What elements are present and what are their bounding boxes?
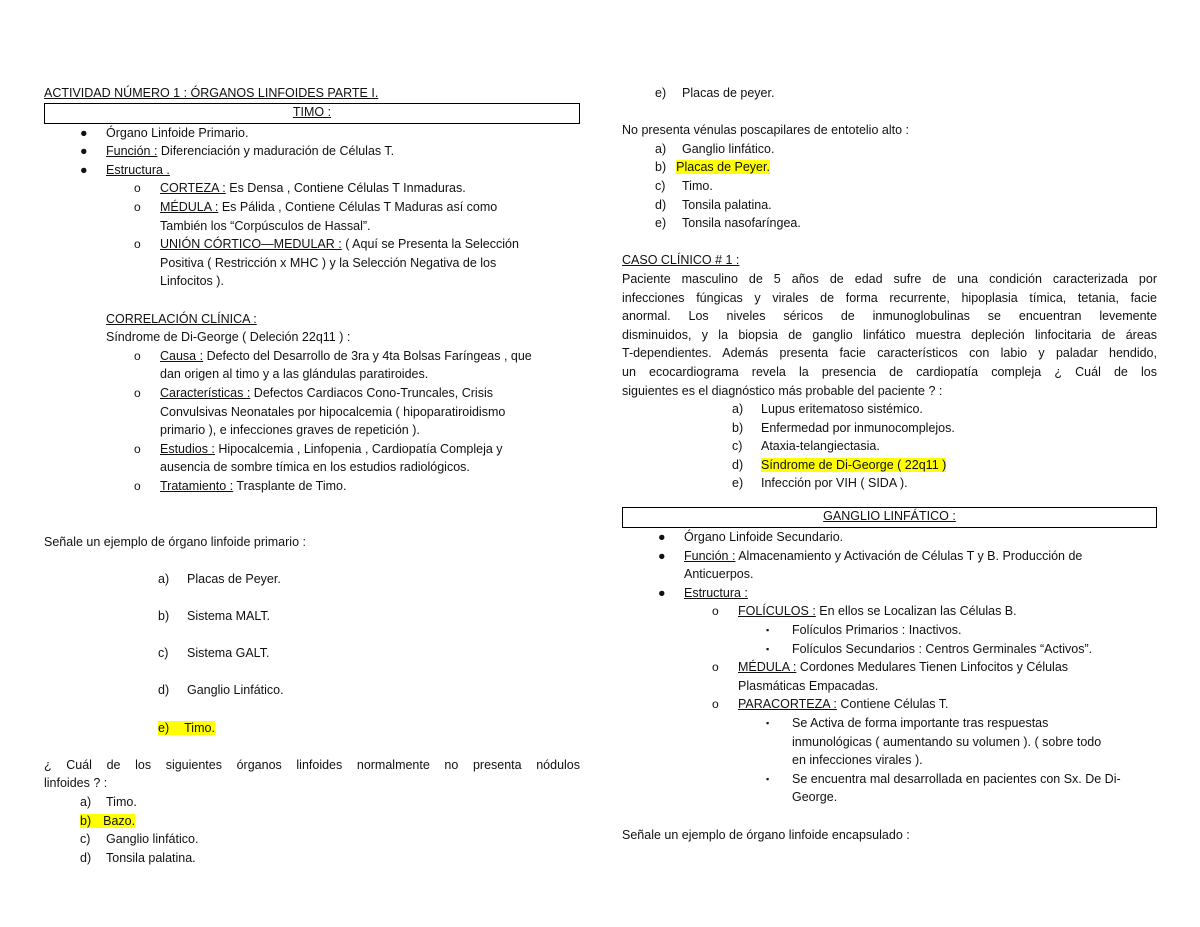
square-bullet-icon: ▪ — [766, 625, 770, 636]
case-text-2: infecciones fúngicas y virales de forma recurrente, hipoplasia tímica, tetania, facie — [622, 290, 1157, 305]
activity-title: ACTIVIDAD NÚMERO 1 : ÓRGANOS LINFOIDES PARTE I. — [44, 86, 379, 100]
medula-ganglio-cont: Plasmáticas Empacadas. — [738, 678, 879, 693]
square-bullet-icon: ▪ — [766, 643, 770, 654]
circle-bullet-icon: o — [712, 604, 719, 619]
ganglio-bullet-3: ● Estructura : — [622, 584, 1157, 603]
foliculos-item: o FOLÍCULOS : En ellos se Localizan las Células B. — [622, 602, 1157, 621]
circle-bullet-icon: o — [134, 478, 141, 493]
square-bullet-icon: ▪ — [766, 718, 770, 728]
q3-option-e: e) Tonsila nasofaríngea. — [655, 216, 801, 231]
bullet-dot-icon: ● — [80, 162, 88, 177]
corteza-item: o CORTEZA : Es Densa , Contiene Células T Inmaduras. — [44, 179, 580, 198]
bullet-dot-icon: ● — [80, 125, 88, 140]
causa-item: o Causa : Defecto del Desarrollo de 3ra y 4ta Bolsas Faríngeas , que — [44, 347, 580, 366]
circle-bullet-icon: o — [134, 348, 141, 363]
circle-bullet-icon: o — [134, 181, 141, 196]
q2-option-b — [44, 812, 580, 831]
case-text-3: anormal. Los niveles séricos de inmunoglobulinas se encuentran levemente — [622, 309, 1157, 324]
caracteristicas-item: o Características : Defectos Cardiacos Cono-Truncales, Crisis — [44, 384, 580, 403]
circle-bullet-icon: o — [712, 660, 719, 675]
q1-option-e — [44, 719, 580, 738]
tratamiento-item: o Tratamiento : Trasplante de Timo. — [44, 477, 580, 496]
question-3: No presenta vénulas poscapilares de entotelio alto : — [622, 123, 909, 138]
circle-bullet-icon: o — [712, 697, 719, 712]
q3-option-c: c) Timo. — [655, 178, 713, 193]
q2-option-a: a) Timo. — [80, 794, 137, 809]
estudios-item: o Estudios : Hipocalcemia , Linfopenia , Cardiopatía Compleja y — [44, 440, 580, 459]
case-option-d: d) Síndrome de Di-George ( 22q11 ) — [732, 457, 947, 472]
foliculos-sub-2: ▪ Folículos Secundarios : Centros Germinales “Activos”. — [622, 640, 1157, 659]
caracteristicas-item-cont: Convulsivas Neonatales por hipocalcemia ( hipoparatiroidismo — [160, 404, 506, 419]
case-text-7: siguientes es el diagnóstico más probable del paciente ? : — [622, 383, 943, 398]
bullet-dot-icon: ● — [658, 585, 666, 600]
question-1: Señale un ejemplo de órgano linfoide primario : — [44, 534, 306, 549]
circle-bullet-icon: o — [134, 199, 141, 214]
q2-option-c: c) Ganglio linfático. — [80, 832, 199, 847]
union-item-cont2: Linfocitos ). — [160, 274, 224, 289]
prev-option-e: e) Placas de peyer. — [655, 86, 775, 100]
case-text-1: Paciente masculino de 5 años de edad sufre de una condición caracterizada por — [622, 271, 1157, 286]
q3-option-a: a) Ganglio linfático. — [655, 141, 775, 156]
correlation-subtitle: Síndrome de Di-George ( Deleción 22q11 ) : — [106, 330, 351, 345]
q1-option-a: a) Placas de Peyer. — [158, 571, 281, 586]
case-option-c: c) Ataxia-telangiectasia. — [732, 439, 880, 454]
question-4: Señale un ejemplo de órgano linfoide encapsulado : — [622, 827, 910, 842]
paracorteza-sub-2-cont: George. — [792, 790, 838, 805]
timo-header-box: TIMO : — [44, 103, 580, 124]
highlighted-answer: Síndrome de Di-George ( 22q11 ) — [761, 457, 947, 472]
highlighted-answer: Placas de Peyer. — [676, 160, 770, 175]
timo-bullet-1: ● Órgano Linfoide Primario. — [44, 124, 580, 143]
medula-item-cont: También los “Corpúsculos de Hassal”. — [160, 218, 371, 233]
paracorteza-sub-1-cont2: en infecciones virales ). — [792, 753, 923, 768]
highlighted-answer: b) Bazo. — [80, 813, 136, 828]
bullet-dot-icon: ● — [658, 548, 666, 563]
question-2-line-1: ¿ Cuál de los siguientes órganos linfoides normalmente no presenta nódulos — [44, 757, 580, 772]
timo-bullet-2: ● Función : Diferenciación y maduración de Células T. — [44, 142, 580, 161]
case-text-4: disminuidos, y la biopsia de ganglio linfático muestra depleción linfocitaria de áreas — [622, 327, 1157, 342]
paracorteza-sub-1: ▪ Se Activa de forma importante tras respuestas — [622, 714, 1157, 733]
union-item: o UNIÓN CÓRTICO—MEDULAR : ( Aquí se Presenta la Selección — [44, 235, 580, 254]
foliculos-sub-1: ▪ Folículos Primarios : Inactivos. — [622, 621, 1157, 640]
case-title: CASO CLÍNICO # 1 : — [622, 253, 740, 268]
paracorteza-sub-1-cont: inmunológicas ( aumentando su volumen ). ( sobre todo — [792, 734, 1102, 749]
medula-ganglio-item: o MÉDULA : Cordones Medulares Tienen Linfocitos y Células — [622, 658, 1157, 677]
paracorteza-item: o PARACORTEZA : Contiene Células T. — [622, 695, 1157, 714]
square-bullet-icon: ▪ — [766, 773, 770, 784]
circle-bullet-icon: o — [134, 441, 141, 456]
case-option-e: e) Infección por VIH ( SIDA ). — [732, 476, 908, 491]
ganglio-bullet-1: ● Órgano Linfoide Secundario. — [622, 528, 1157, 547]
question-2-line-2: linfoides ? : — [44, 776, 108, 791]
causa-item-cont: dan origen al timo y a las glándulas paratiroides. — [160, 367, 429, 382]
q1-option-b: b) Sistema MALT. — [158, 609, 271, 624]
caracteristicas-item-cont2: primario ), e infecciones graves de repetición ). — [160, 423, 420, 438]
timo-bullet-3: ● Estructura . — [44, 161, 580, 180]
q1-option-c: c) Sistema GALT. — [158, 646, 270, 661]
q3-option-d: d) Tonsila palatina. — [655, 197, 772, 212]
right-column — [622, 84, 1157, 844]
ganglio-bullet-2: ● Función : Almacenamiento y Activación de Células T y B. Producción de — [622, 547, 1157, 566]
circle-bullet-icon: o — [134, 237, 141, 252]
case-option-b: b) Enfermedad por inmunocomplejos. — [732, 420, 955, 435]
case-text-5: T-dependientes. Además presenta facie característicos con labio y paladar hendido, — [622, 346, 1157, 361]
union-item-cont: Positiva ( Restricción x MHC ) y la Selección Negativa de los — [160, 255, 497, 270]
ganglio-bullet-2-cont: Anticuerpos. — [684, 567, 754, 582]
q2-option-d: d) Tonsila palatina. — [80, 850, 196, 865]
q1-option-d: d) Ganglio Linfático. — [158, 683, 284, 698]
bullet-dot-icon: ● — [80, 144, 88, 159]
case-text-6: un ecocardiograma revela la presencia de cardiopatía compleja ¿ Cuál de los — [622, 364, 1157, 379]
q3-option-b: b) Placas de Peyer. — [655, 160, 770, 175]
circle-bullet-icon: o — [134, 385, 141, 400]
left-column — [44, 84, 580, 867]
paracorteza-sub-2: ▪ Se encuentra mal desarrollada en pacientes con Sx. De Di- — [622, 770, 1157, 789]
estudios-item-cont: ausencia de sombre tímica en los estudios radiológicos. — [160, 460, 470, 475]
ganglio-header-box: GANGLIO LINFÁTICO : — [622, 507, 1157, 528]
highlighted-answer: e) Timo. — [158, 720, 215, 735]
case-option-a: a) Lupus eritematoso sistémico. — [732, 402, 923, 417]
medula-item: o MÉDULA : Es Pálida , Contiene Células T Maduras así como — [44, 198, 580, 217]
bullet-dot-icon: ● — [658, 530, 666, 545]
correlation-title: CORRELACIÓN CLÍNICA : — [106, 311, 257, 326]
